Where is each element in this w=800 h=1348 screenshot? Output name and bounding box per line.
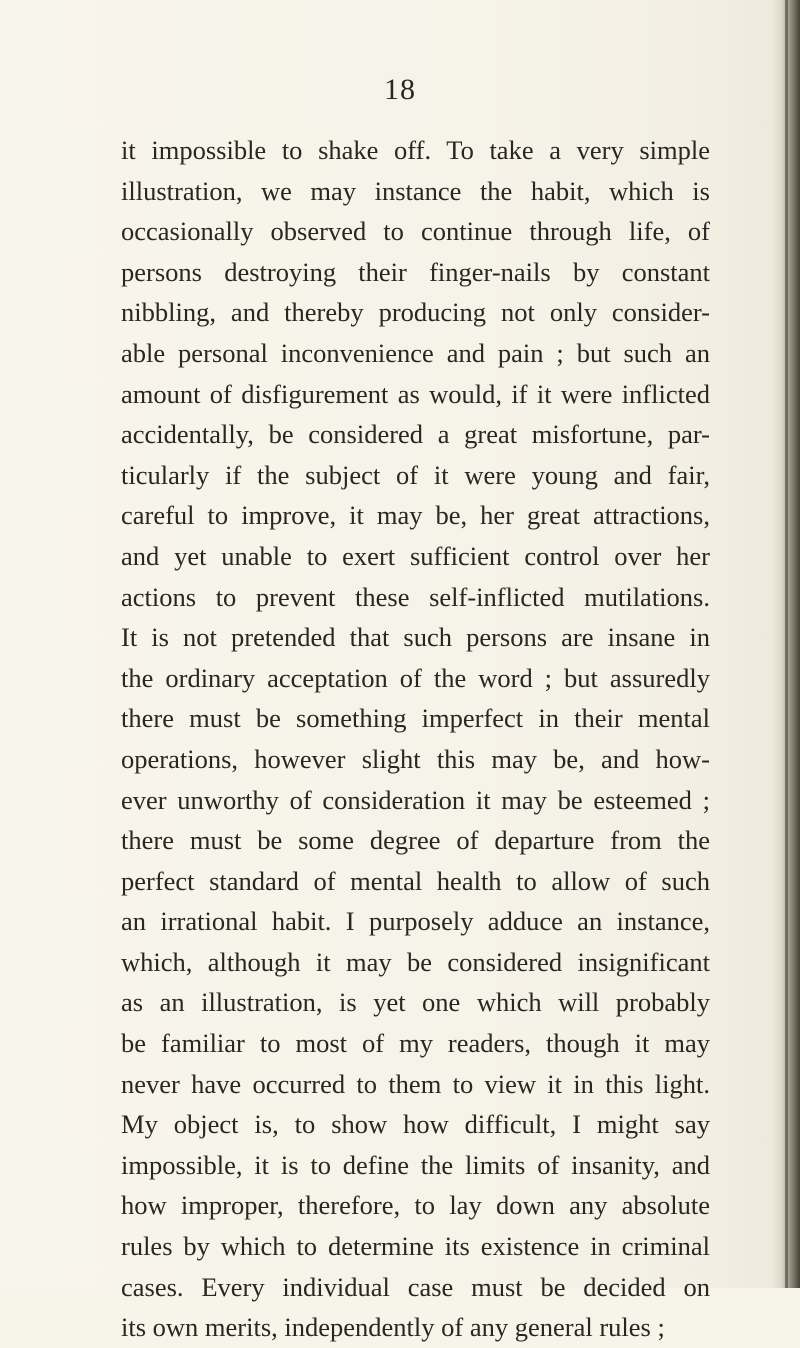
text-line: the ordinary acceptation of the word ; but assuredly bbox=[121, 662, 710, 693]
text-line: illustration, we may instance the habit, which is bbox=[121, 175, 710, 206]
text-line: there must be something imperfect in their mental bbox=[121, 703, 710, 734]
text-line: occasionally observed to continue through life, of bbox=[121, 216, 710, 247]
text-line: as an illustration, is yet one which will probably bbox=[121, 987, 710, 1018]
text-line: how improper, therefore, to lay down any absolute bbox=[121, 1190, 710, 1221]
text-line: which, although it may be considered insignificant bbox=[121, 946, 710, 977]
text-line: rules by which to determine its existence in criminal bbox=[121, 1231, 710, 1262]
text-line: an irrational habit. I purposely adduce an instance, bbox=[121, 906, 710, 937]
text-line: there must be some degree of departure from the bbox=[121, 825, 710, 856]
text-line: persons destroying their finger-nails by constant bbox=[121, 256, 710, 287]
text-line: careful to improve, it may be, her great attractions, bbox=[121, 500, 710, 531]
text-line: It is not pretended that such persons are insane in bbox=[121, 622, 710, 653]
text-line: be familiar to most of my readers, though it may bbox=[121, 1028, 710, 1059]
text-line: impossible, it is to define the limits of insanity, and bbox=[121, 1149, 710, 1180]
text-line: cases. Every individual case must be decided on bbox=[121, 1271, 710, 1302]
text-line: it impossible to shake off. To take a very simple bbox=[121, 135, 710, 165]
body-paragraph bbox=[121, 130, 710, 1348]
text-line: and yet unable to exert sufficient control over her bbox=[121, 540, 710, 571]
text-line: never have occurred to them to view it in this light. bbox=[121, 1068, 710, 1099]
text-line: its own merits, independently of any general rules ; bbox=[121, 1312, 665, 1343]
text-line: accidentally, be considered a great misfortune, par- bbox=[121, 419, 710, 450]
text-line: nibbling, and thereby producing not only consider- bbox=[121, 297, 710, 328]
text-line: amount of disfigurement as would, if it were inflicted bbox=[121, 378, 710, 409]
text-line: My object is, to show how difficult, I might say bbox=[121, 1109, 710, 1140]
text-line: ticularly if the subject of it were young and fair, bbox=[121, 459, 710, 490]
text-line: perfect standard of mental health to allow of such bbox=[121, 865, 710, 896]
text-line: able personal inconvenience and pain ; but such an bbox=[121, 337, 710, 368]
text-line: operations, however slight this may be, and how- bbox=[121, 743, 710, 774]
page-number: 18 bbox=[384, 73, 416, 106]
text-line: actions to prevent these self-inflicted mutilations. bbox=[121, 581, 710, 612]
page-edge-binding bbox=[785, 0, 788, 1288]
text-line: ever unworthy of consideration it may be esteemed ; bbox=[121, 784, 710, 815]
